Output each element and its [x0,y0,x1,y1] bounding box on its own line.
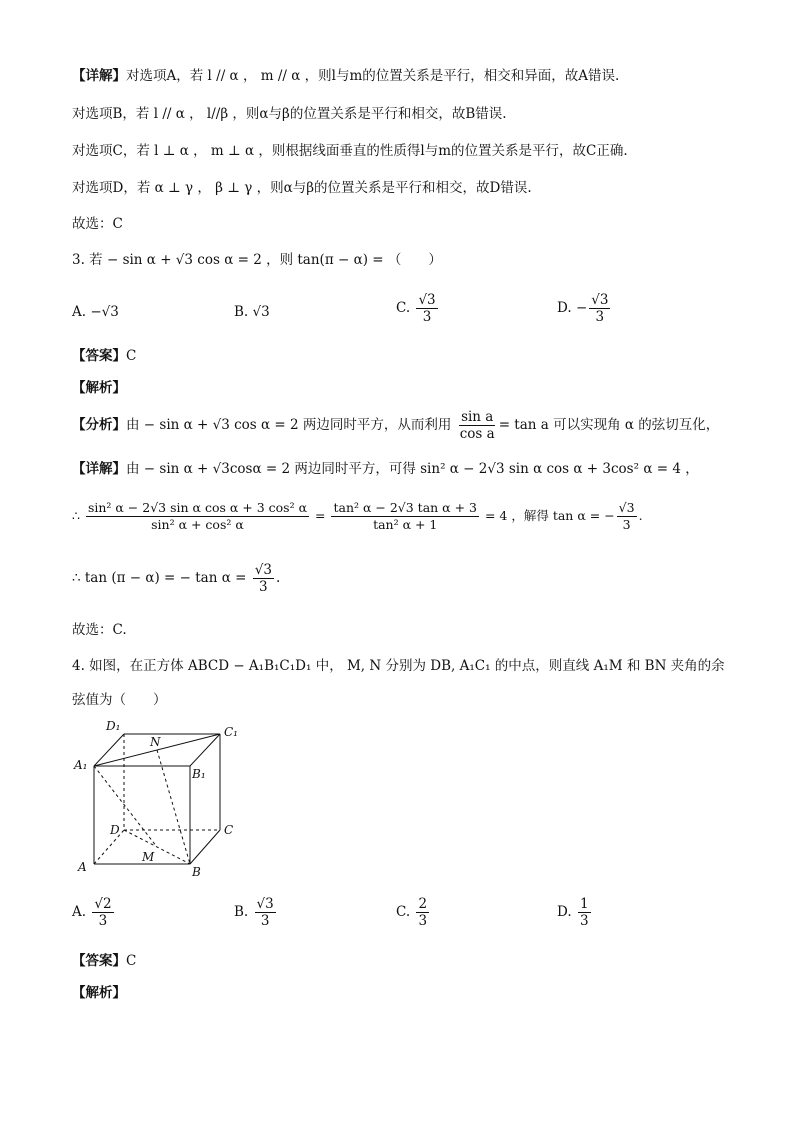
q4-answer [72,951,136,971]
q4-option-a: A. $\frac{√2}{3}$ [72,896,112,929]
detail-text-a: 对选项A，若 l // α ， m // α ，则l与m的位置关系是平行，相交和异面，故A错误. [126,68,620,84]
edge-b1-c1 [190,734,220,766]
q4-answer-tag: 【答案】 [72,953,126,969]
q3-detail: 【详解】由 − sin α + √3cosα = 2 两边同时平方，可得 sin² α − 2√3 sin α cos α + 3cos² α = 4 ， [72,461,699,477]
q3-option-d-frac: $\frac{√3}{3}$ [591,292,609,325]
label-b: B [192,865,201,879]
label-n: N [150,735,161,749]
q3-answer-value: C [126,348,137,364]
q4-option-a-label: A. [72,904,87,920]
q3-analysis-tag: 【解析】 [72,380,126,396]
cube-figure [72,714,262,879]
label-c1: C₁ [224,725,238,739]
q4-stem-line-1: 4. 如图，在正方体 ABCD − A₁B₁C₁D₁ 中， M, N 分别为 DB, A₁C₁ 的中点，则直线 A₁M 和 BN 夹角的余 [72,658,725,674]
q3-equation-1: ∴ $\frac{\text{sin² α − 2√3 sin α cos α + 3 cos² α}}{\text{sin² α + cos² α}}$ = $\frac{\text{tan² α − 2√3 tan α + 3}}{\text{tan² α + 1}}$ = 4 ，解得 tan α = − $\frac{√3}{3}$ . [72,500,643,532]
q4-answer-value: C [126,953,137,969]
q4-option-d-label: D. [557,904,572,920]
label-b1: B₁ [192,767,206,781]
edge-b-c [190,830,220,864]
q4-option-c: C. $\frac{2}{3}$ [396,896,428,929]
q4-stem-line-2: 弦值为（ ） [72,692,167,708]
q3-option-b-value: √3 [252,304,270,320]
q3-answer-tag: 【答案】 [72,348,126,364]
q3-detail-tag: 【详解】 [72,461,126,477]
label-m: M [142,850,155,864]
label-c: C [224,823,234,837]
line-a1-m [94,766,157,847]
q3-stem: 3. 若 − sin α + √3 cos α = 2 ，则 tan(π − α) = （ ） [72,252,442,268]
q3-fenxi: 【分析】由 − sin α + √3 cos α = 2 两边同时平方，从而利用 $\frac{\text{sin a}}{\text{cos a}}$ = tan a 可以实现角 α 的弦切互化， [72,409,720,442]
q3-answer [72,346,136,366]
q3-option-d: D. − $\frac{√3}{3}$ [557,292,609,325]
q3-option-b-label: B. [234,304,249,320]
q3-option-c [396,292,440,325]
label-a1: A₁ [74,758,88,772]
q3-option-c-label: C. [396,300,411,316]
q4-option-b: B. $\frac{√3}{3}$ [234,896,274,929]
detail-tag: 【详解】 [72,68,126,84]
detail-line-b: 对选项B，若 l // α ， l//β ，则α与β的位置关系是平行和相交，故B错误. [72,106,507,122]
q3-option-a-label: A. [72,304,87,320]
q3-option-d-label: D. [557,300,572,316]
q3-fenxi-frac: $\frac{\text{sin a}}{\text{cos a}}$ [459,409,495,442]
q3-option-a-value: −√3 [90,304,119,320]
edge-a1-d1 [94,734,124,766]
q3-choice: 故选：C. [72,622,127,638]
label-d1: D₁ [106,719,121,733]
q3-option-c-frac: $\frac{√3}{3}$ [418,292,436,325]
detail-line-a [72,66,619,86]
q4-option-d: D. $\frac{1}{3}$ [557,896,589,929]
q3-fenxi-tag: 【分析】 [72,417,126,433]
detail-line-d: 对选项D，若 α ⊥ γ ， β ⊥ γ ，则α与β的位置关系是平行和相交，故D错误. [72,180,532,196]
cube-diagram [72,714,262,879]
detail-choice: 故选：C [72,216,123,232]
detail-line-c: 对选项C，若 l ⊥ α ， m ⊥ α ，则根据线面垂直的性质得l与m的位置关系是平行，故C正确. [72,143,628,159]
q3-equation-2: ∴ tan (π − α) = − tan α = $\frac{√3}{3}$ . [72,562,281,595]
q4-option-b-label: B. [234,904,249,920]
label-d: D [110,823,120,837]
q3-option-a [72,302,119,322]
q4-analysis-tag: 【解析】 [72,985,126,1001]
q4-option-c-label: C. [396,904,411,920]
q3-option-b [234,302,270,322]
line-n-b [157,750,190,864]
label-a: A [78,860,87,874]
